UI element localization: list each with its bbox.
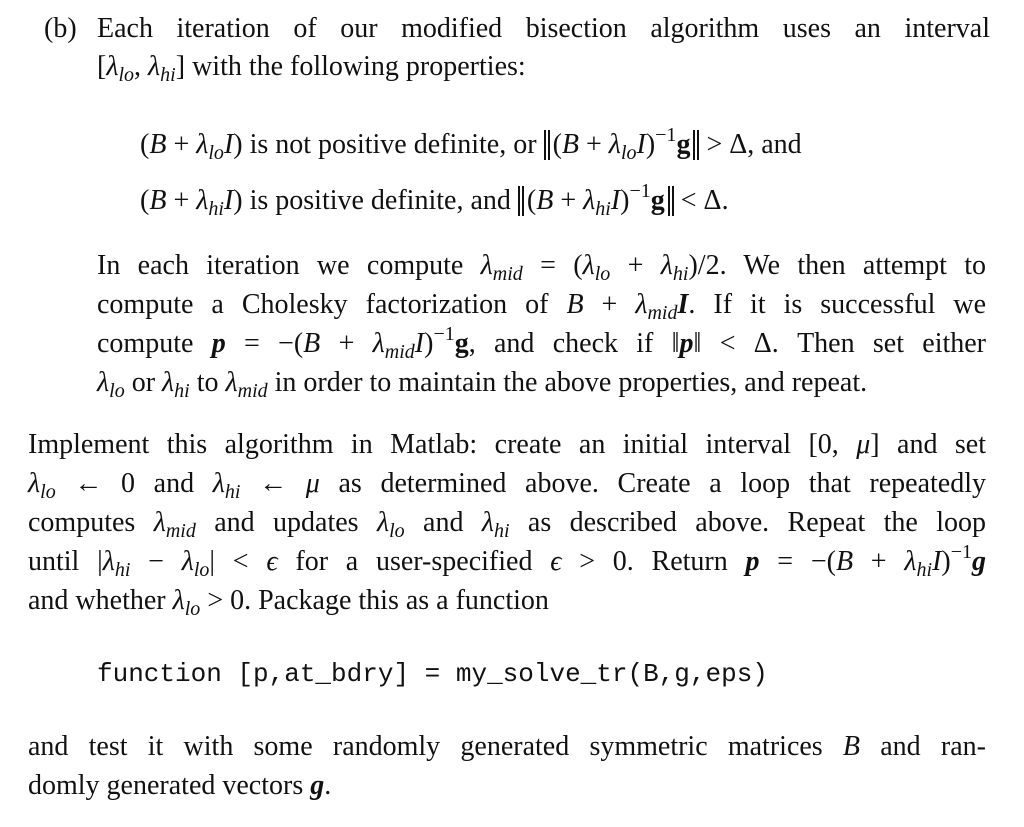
closing-paragraph (28, 727, 986, 805)
closing-line-1: and test it with some randomly generated symmetric matrices B and ran- (28, 731, 986, 762)
function-signature-code: function [p,at_bdry] = my_solve_tr(B,g,eps) (97, 659, 768, 689)
inner-line-2: compute a Cholesky factorization of $B + \lambda_{mid}I$. If it is successful we (97, 289, 987, 324)
inner-line-4: $\lambda_{lo}$ or $\lambda_{hi}$ to $\lambda_{mid}$ in order to maintain the above properties, and repeat. (97, 367, 868, 402)
outer-line-5: and whether $\lambda_{lo} > 0$. Package this as a function (28, 585, 549, 620)
outer-line-3: computes $\lambda_{mid}$ and updates $\lambda_{lo}$ and $\lambda_{hi}$ as described above. Repeat the loop (28, 507, 987, 542)
closing-line-2: domly generated vectors g. (28, 770, 332, 801)
outer-line-4: until $|\lambda_{hi} - \lambda_{lo}| < \epsilon$ for a user-specified ϵ > 0. Return $p = -(B + \lambda_{hi}I)^{-1}g$ (28, 541, 986, 581)
implementation-paragraph (28, 425, 986, 620)
outer-line-1: Implement this algorithm in Matlab: create an initial interval [0, μ] and set (28, 429, 986, 460)
item-intro (97, 10, 990, 86)
condition-1: $(B + \lambda_{lo}I)$ is not positive definite, or $(B + \lambda_{lo}I)^{-1}g > \Delta$, and (140, 124, 802, 164)
display-conditions (140, 117, 980, 229)
inner-line-1: In each iteration we compute $\lambda_{mid} = (\lambda_{lo} + \lambda_{hi})/2$. We then attempt to (97, 250, 986, 285)
inner-line-3: compute $p = -(B + \lambda_{mid}I)^{-1}g$, and check if ‖p‖ < Δ. Then set either (97, 323, 986, 363)
intro-line-1: Each iteration of our modified bisection algorithm uses an interval (97, 13, 990, 44)
norm-lo: $(B + \lambda_{lo}I)^{-1}g$ (544, 130, 700, 160)
item-label: (b) (44, 13, 77, 44)
norm-hi: $(B + \lambda_{hi}I)^{-1}g$ (518, 186, 674, 216)
intro-line-2: [$\lambda_{lo}$, $\lambda_{hi}$] with the following properties: (97, 51, 526, 86)
outer-line-2: $\lambda_{lo}$ ← 0 and $\lambda_{hi}$ ← μ as determined above. Create a loop that repeatedly (28, 468, 986, 503)
condition-2: $(B + \lambda_{hi}I)$ is positive definite, and $(B + \lambda_{hi}I)^{-1}g < \Delta$. (140, 180, 729, 220)
iteration-paragraph (97, 246, 986, 402)
